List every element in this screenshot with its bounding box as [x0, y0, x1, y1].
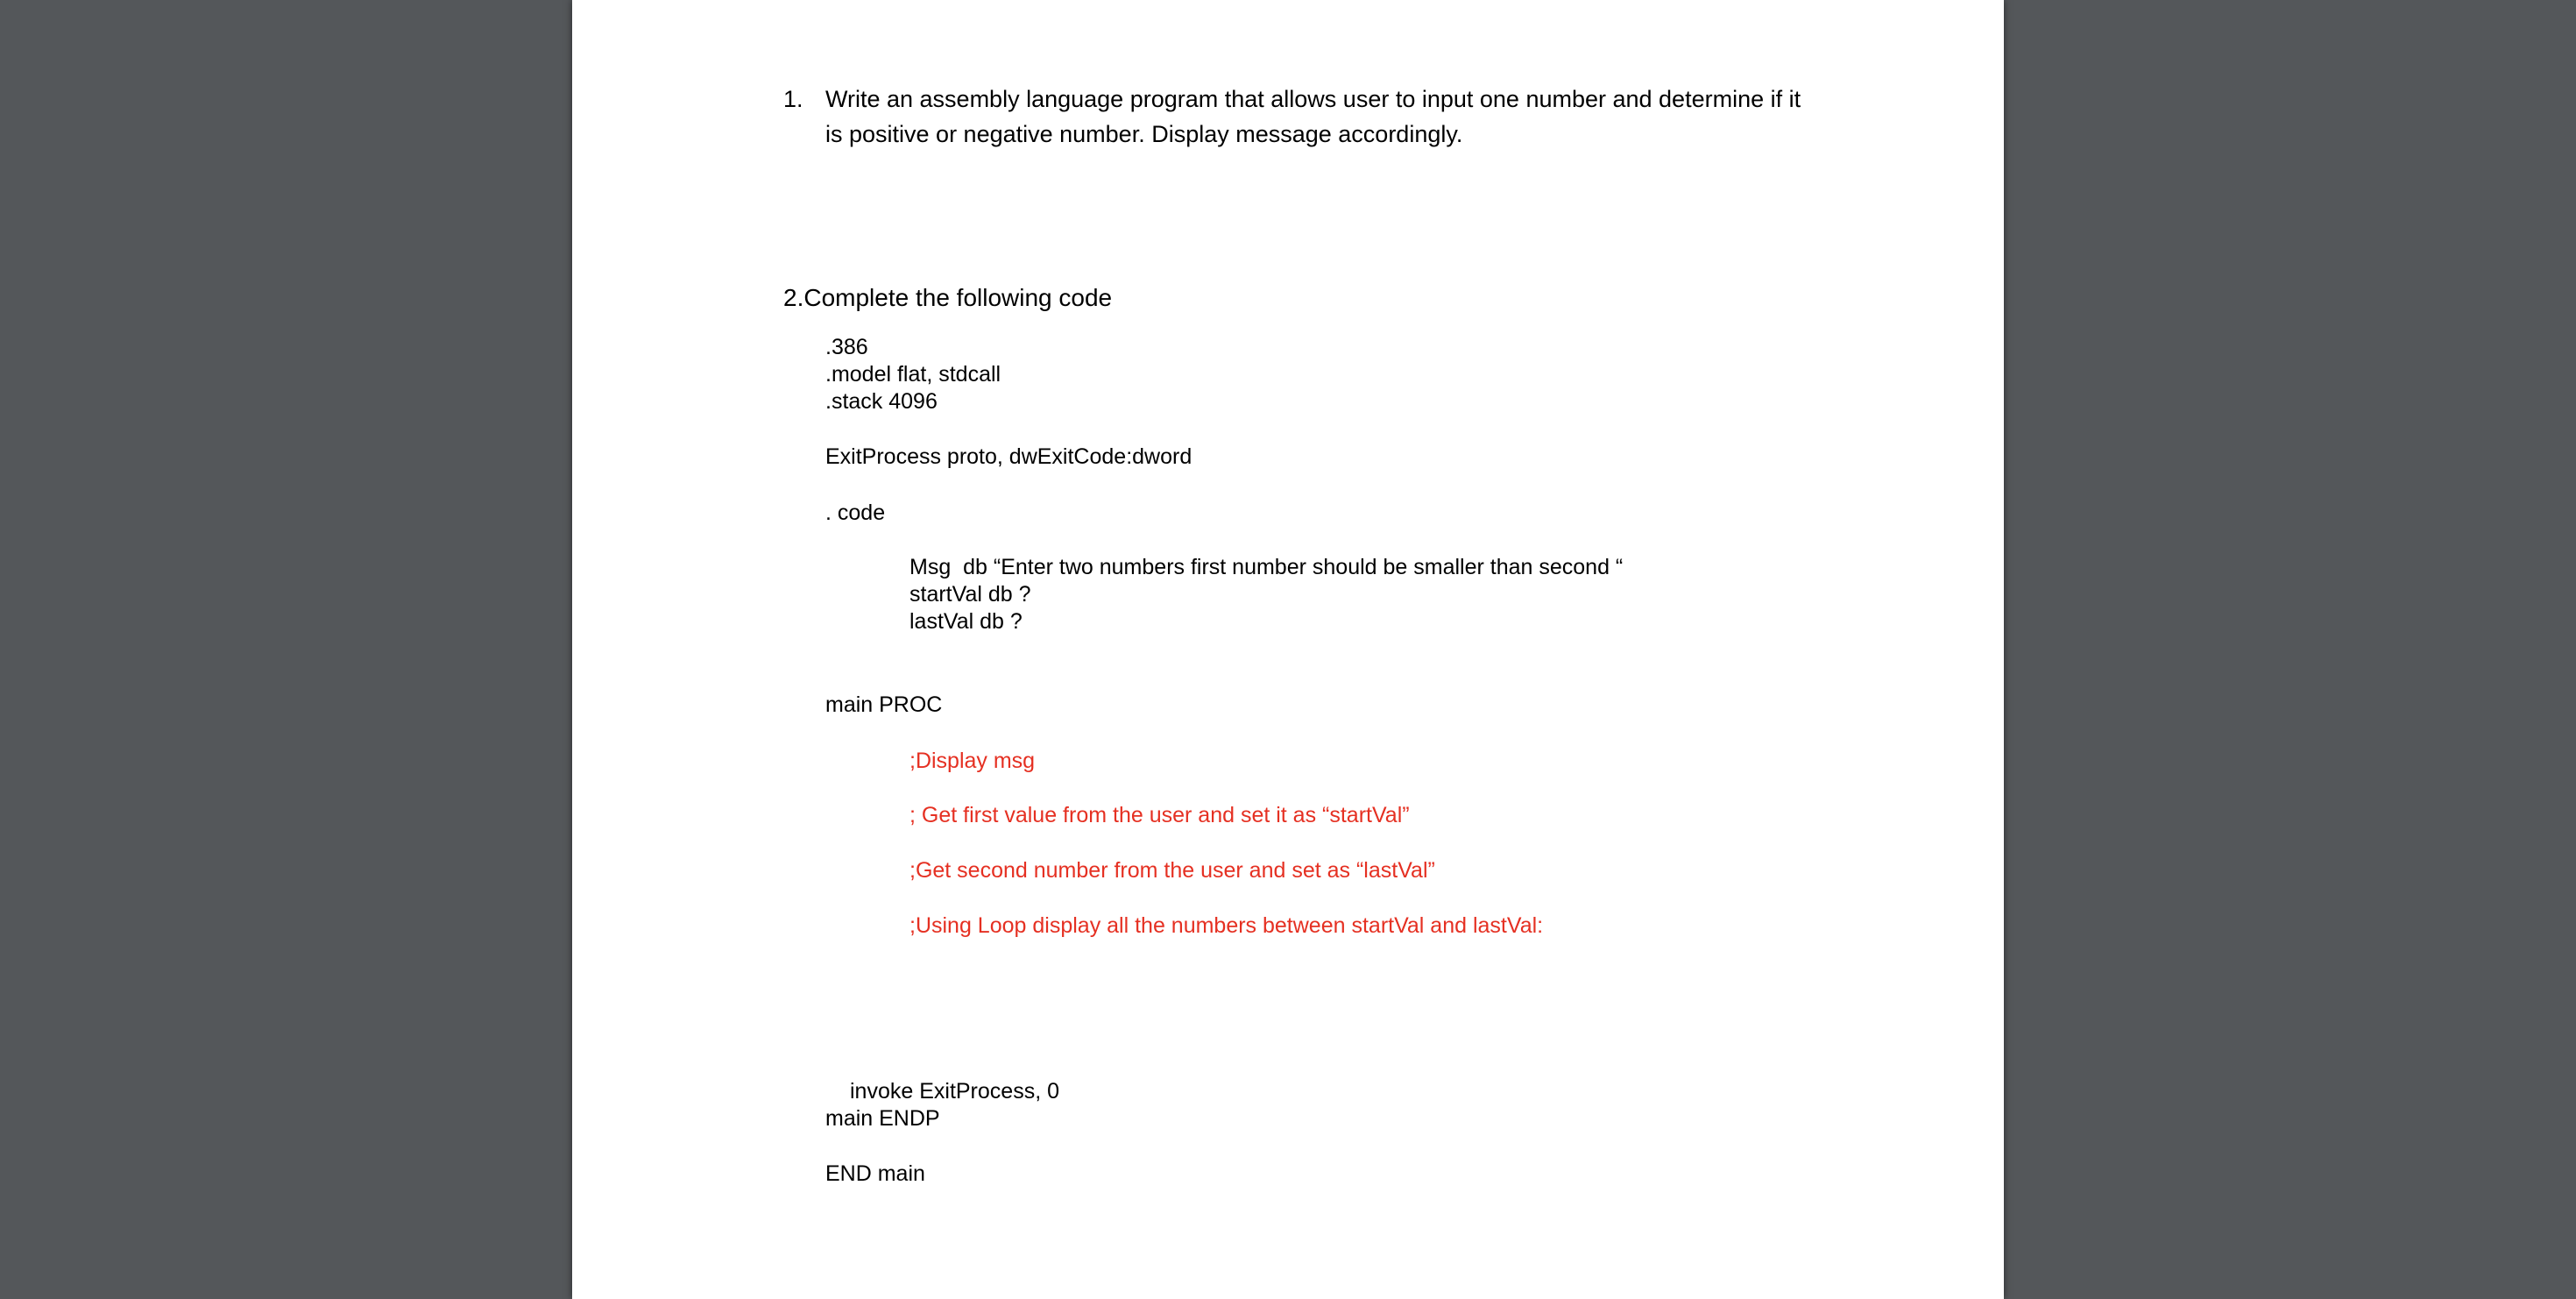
code-directive-386: .386	[825, 335, 868, 359]
question-1-line-1: Write an assembly language program that allows user to input one number and determine if it	[825, 86, 1801, 112]
code-directive-stack: .stack 4096	[825, 389, 938, 414]
code-msg-declaration: Msg db “Enter two numbers first number should be smaller than second “	[909, 555, 1624, 579]
code-invoke-exit: invoke ExitProcess, 0	[850, 1079, 1059, 1104]
question-1-line-2: is positive or negative number. Display message accordingly.	[825, 121, 1463, 147]
code-comment-loop: ;Using Loop display all the numbers between startVal and lastVal:	[909, 913, 1544, 938]
question-1-number: 1.	[783, 86, 803, 112]
code-exitprocess-proto: ExitProcess proto, dwExitCode:dword	[825, 444, 1192, 469]
code-main-endp: main ENDP	[825, 1106, 940, 1131]
code-comment-display: ;Display msg	[909, 749, 1036, 773]
code-startval-declaration: startVal db ?	[909, 582, 1031, 607]
code-code-directive: . code	[825, 500, 886, 525]
document-page	[572, 0, 2004, 1299]
code-end-main: END main	[825, 1161, 925, 1186]
question-1-text	[825, 82, 1877, 152]
code-main-proc: main PROC	[825, 692, 943, 717]
code-comment-second-value: ;Get second number from the user and set as “lastVal”	[909, 858, 1435, 883]
code-lastval-declaration: lastVal db ?	[909, 609, 1023, 634]
code-comment-first-value: ; Get first value from the user and set it as “startVal”	[909, 803, 1410, 827]
code-directive-model: .model flat, stdcall	[825, 362, 1001, 387]
question-2-heading: 2.Complete the following code	[783, 284, 1113, 311]
